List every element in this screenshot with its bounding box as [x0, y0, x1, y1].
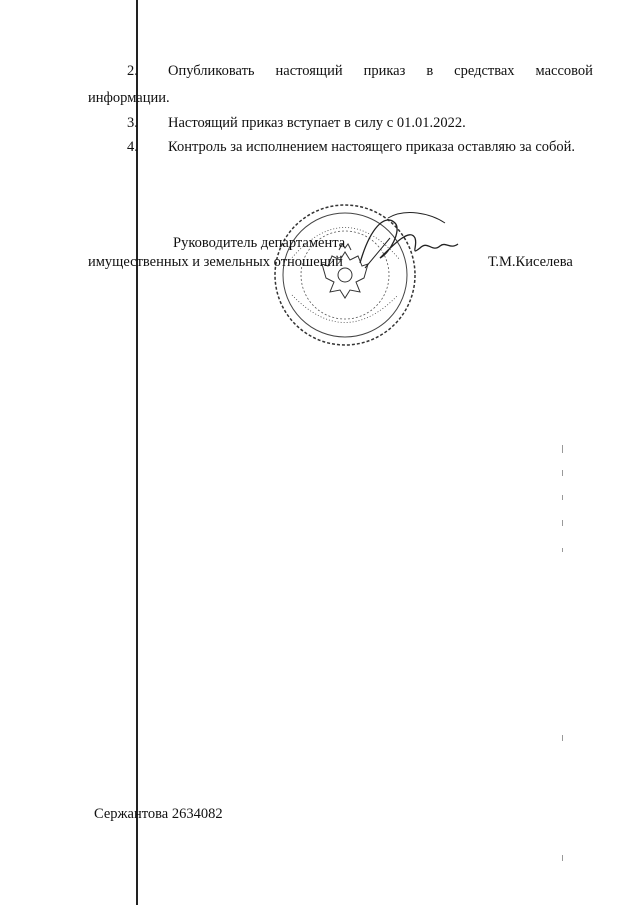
scan-mark — [562, 855, 563, 861]
scan-mark — [562, 495, 563, 500]
scan-mark — [562, 548, 563, 552]
word: приказ — [363, 63, 406, 79]
scan-mark — [562, 470, 563, 476]
scan-artifact-line — [136, 0, 138, 905]
item-number: 4. — [127, 139, 138, 155]
signature-icon — [350, 208, 470, 278]
item-text-continuation: информации. — [88, 90, 170, 106]
item-text: Контроль за исполнением настоящего приказа оставляю за собой. — [168, 139, 576, 155]
item-number: 3. — [127, 115, 138, 131]
item-text: Настоящий приказ вступает в силу с 01.01.2022. — [168, 115, 466, 131]
word: настоящий — [275, 63, 343, 79]
item-number: 2. — [127, 63, 138, 79]
signer-title-line-2: имущественных и земельных отношений — [88, 254, 343, 270]
scan-mark — [562, 445, 563, 453]
item-text — [168, 62, 593, 80]
author-contact: Сержантова 2634082 — [94, 806, 223, 822]
word: Опубликовать — [168, 63, 255, 79]
word: массовой — [535, 63, 593, 79]
scan-mark — [562, 735, 563, 741]
word: в — [426, 63, 434, 79]
signer-title-line-1: Руководитель департамента — [173, 235, 346, 251]
scan-mark — [562, 520, 563, 526]
word: средствах — [454, 63, 515, 79]
signer-name: Т.М.Киселева — [488, 254, 573, 270]
